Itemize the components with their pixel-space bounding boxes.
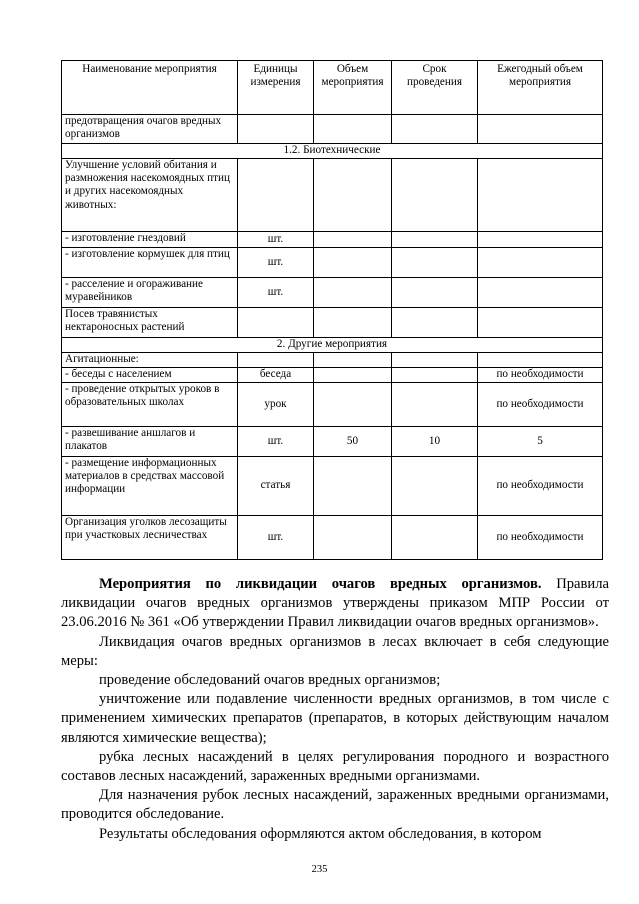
table-row — [62, 516, 603, 560]
cell-annual: по необходимости — [478, 383, 603, 427]
table-row — [62, 427, 603, 457]
list-item: проведение обследований очагов вредных организмов; — [99, 672, 441, 689]
section-row — [62, 338, 603, 353]
cell-name: Организация уголков лесозащиты при участковых лесничествах — [62, 516, 238, 560]
table-row — [62, 457, 603, 516]
section-title: 1.2. Биотехнические — [62, 144, 603, 159]
cell-name: Агитационные: — [62, 353, 238, 368]
cell-name: - беседы с населением — [62, 368, 238, 383]
table-row — [62, 308, 603, 338]
cell-annual: по необходимости — [478, 368, 603, 383]
table-row — [62, 383, 603, 427]
paragraph: Ликвидация очагов вредных организмов в лесах включает в себя следующие меры: — [61, 633, 609, 669]
table-header-row — [62, 61, 603, 115]
table-row — [62, 232, 603, 248]
list-item: рубка лесных насаждений в целях регулирования породного и возрастного составов лесных насаждений, зараженных вредными организмами. — [61, 748, 609, 785]
cell-term: 10 — [392, 427, 478, 457]
cell-volume: 50 — [314, 427, 392, 457]
cell-name: - изготовление гнездовий — [62, 232, 238, 248]
table-row — [62, 353, 603, 368]
cell-unit: шт. — [238, 516, 314, 560]
measures-table — [61, 60, 603, 560]
table-row — [62, 115, 603, 144]
cell-unit: урок — [238, 383, 314, 427]
cell-unit: шт. — [238, 232, 314, 248]
section-heading: Мероприятия по ликвидации очагов вредных организмов. — [99, 576, 542, 592]
cell-name: - развешивание аншлагов и плакатов — [62, 427, 238, 457]
cell-name: предотвращения очагов вредных организмов — [62, 115, 238, 144]
paragraph: Результаты обследования оформляются актом обследования, в котором — [99, 825, 542, 842]
table-row — [62, 278, 603, 308]
cell-unit: шт. — [238, 427, 314, 457]
table-row — [62, 159, 603, 232]
body-text — [61, 575, 609, 844]
header-volume: Объем мероприятия — [314, 61, 392, 115]
cell-name: Посев травянистых нектароносных растений — [62, 308, 238, 338]
cell-annual: 5 — [478, 427, 603, 457]
paragraph: Для назначения рубок лесных насаждений, зараженных вредными организмами, проводится обследование. — [61, 787, 609, 823]
section-title: 2. Другие мероприятия — [62, 338, 603, 353]
table-row — [62, 368, 603, 383]
header-term: Срок проведения — [392, 61, 478, 115]
table-row — [62, 248, 603, 278]
header-units: Единицы измерения — [238, 61, 314, 115]
header-name: Наименование мероприятия — [62, 61, 238, 115]
cell-unit: шт. — [238, 278, 314, 308]
cell-name: Улучшение условий обитания и размножения насекомоядных птиц и других насекомоядных животных: — [62, 159, 238, 232]
cell-annual: по необходимости — [478, 457, 603, 516]
cell-unit: шт. — [238, 248, 314, 278]
cell-name: - изготовление кормушек для птиц — [62, 248, 238, 278]
cell-unit: беседа — [238, 368, 314, 383]
header-annual: Ежегодный объем мероприятия — [478, 61, 603, 115]
section-row — [62, 144, 603, 159]
cell-name: - проведение открытых уроков в образовательных школах — [62, 383, 238, 427]
cell-name: - размещение информационных материалов в средствах массовой информации — [62, 457, 238, 516]
cell-unit: статья — [238, 457, 314, 516]
page-number: 235 — [311, 864, 328, 875]
paragraph — [61, 575, 609, 633]
cell-name: - расселение и огораживание муравейников — [62, 278, 238, 308]
paragraph-text: Правила ликвидации очагов вредных организмов утверждены приказом МПР России от 23.06.2016 № 361 «Об утверждении Правил ликвидации очагов вредных организмов». — [61, 576, 609, 631]
list-item: уничтожение или подавление численности вредных организмов, в том числе с применением химических препаратов (препаратов, в которых действующим началом являются химические вещества); — [61, 691, 609, 746]
cell-annual: по необходимости — [478, 516, 603, 560]
